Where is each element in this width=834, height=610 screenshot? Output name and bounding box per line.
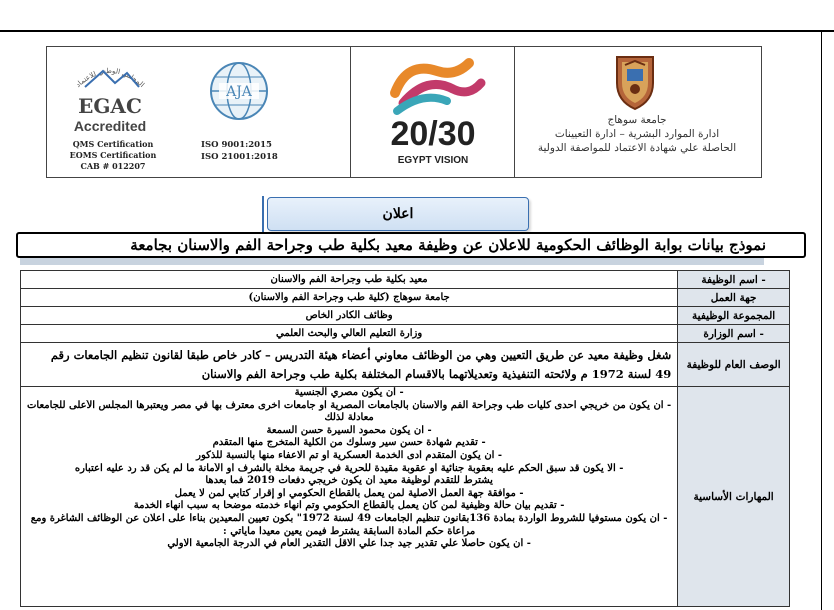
skill-item: مراعاة حكم المادة السابقة يشترط فيمن يعين معيدا مايأتي : bbox=[223, 525, 476, 537]
description-line: شغل وظيفة معيد عن طريق التعيين وهي من الوظائف معاوني أعضاء هيئة التدريس – كادر خاص طبقا لقانون تنظيم الجامعات رقم bbox=[50, 347, 672, 362]
skill-item: - ان يكون من خريجي احدى كليات طب وجراحة الفم والاسنان بالجامعات المصرية او جامعات أخرى معترف بها في مصر ويعتبرها المجلس الأعلى للجامعات bbox=[27, 399, 672, 411]
skill-item: - موافقة جهة العمل الاصلية لمن يعمل بالقطاع الحكومي او إقرار كتابي لمن لا يعمل bbox=[174, 487, 524, 499]
certification-cell bbox=[47, 47, 350, 177]
job-description-value bbox=[21, 343, 678, 387]
aja-globe-logo-icon bbox=[207, 53, 271, 139]
skill-item: - ان يكون محمود السيرة حسن السمعة bbox=[266, 424, 432, 436]
skill-item: - ان يكون المتقدم أدى الخدمة العسكرية او تم الاعفاء منها بالنسبة للذكور bbox=[196, 449, 503, 461]
table-row bbox=[21, 325, 790, 343]
egac-logo-text: EGAC bbox=[78, 94, 142, 118]
job-name-value: معيد بكلية طب وجراحة الفم والاسنان bbox=[21, 271, 678, 289]
egac-line: CAB # 012207 bbox=[80, 161, 146, 171]
vision-caption: EGYPT VISION bbox=[397, 155, 469, 166]
egac-accredited-text: Accredited bbox=[73, 118, 147, 134]
skill-item: معادلة لذلك bbox=[324, 412, 374, 424]
university-crest-icon bbox=[611, 53, 659, 111]
job-data-table bbox=[20, 270, 790, 607]
aja-iso-line: ISO 9001:2015 bbox=[200, 140, 272, 150]
aja-logo-text: AJA bbox=[226, 84, 252, 100]
job-group-label: المجموعة الوظيفية bbox=[678, 307, 790, 325]
university-info bbox=[521, 113, 753, 155]
skill-item: - تقديم بيان حالة وظيفية لمن كان يعمل بالقطاع الحكومي وتم انهاء خدمته موضحا به سبب انهاء الخدمة bbox=[133, 500, 565, 512]
skill-item: يشترط للتقدم لوظيفة معيد ان يكون خريجي دفعات 2019 فما بعدها bbox=[205, 475, 493, 487]
employer-label: جهة العمل bbox=[678, 289, 790, 307]
letterhead-table bbox=[46, 46, 762, 178]
egac-accredited-logo-icon bbox=[55, 53, 165, 137]
page-right-rule bbox=[821, 30, 822, 610]
egypt-vision-2030-logo-icon bbox=[357, 53, 509, 173]
ministry-value: وزارة التعليم العالي والبحث العلمي bbox=[21, 325, 678, 343]
skill-item: - تقديم شهادة حسن سير وسلوك من الكلية المتخرج منها المتقدم bbox=[212, 437, 486, 449]
university-accreditation: الحاصلة علي شهادة الاعتماد للمواصفة الدولية bbox=[537, 142, 737, 154]
skill-item: - أن يكون حاصلا علي تقدير جيد جدا علي الاقل التقدير العام في الدرجة الجامعية الاولي bbox=[167, 538, 531, 550]
university-name: جامعة سوهاج bbox=[607, 114, 667, 126]
aja-certifications bbox=[201, 139, 311, 163]
tab-edge bbox=[262, 196, 264, 234]
aja-iso-line: ISO 21001:2018 bbox=[200, 152, 278, 162]
job-group-value: وظائف الكادر الخاص bbox=[21, 307, 678, 325]
skill-item: - الا يكون قد سبق الحكم عليه بعقوبة جنائية او عقوبة مقيدة للحرية في جريمة مخلة بالشرف او الأمانة ما لم يكن قد رد عليه اعتباره bbox=[74, 462, 624, 474]
announcement-title: اعلان bbox=[267, 197, 529, 231]
banner-underline bbox=[20, 258, 764, 265]
egac-arc-text: المجلس الوطني للاعتماد bbox=[74, 66, 146, 90]
university-department: ادارة الموارد البشرية – ادارة التعيينات bbox=[554, 128, 720, 140]
table-row bbox=[21, 387, 790, 607]
vision-year: 20/30 bbox=[390, 115, 476, 153]
vision-cell bbox=[350, 47, 514, 177]
table-row bbox=[21, 307, 790, 325]
employer-value: جامعة سوهاج (كلية طب وجراحة الفم والاسنان) bbox=[21, 289, 678, 307]
skills-list bbox=[21, 387, 678, 607]
description-line: 49 لسنة 1972 م ولائحته التنفيذية وتعديلاتهما بالاقسام المختلفة بكلية طب وجراحة الفم والاسنان bbox=[201, 366, 672, 381]
skill-item: - ان يكون مستوفيا للشروط الواردة بمادة 136بقانون تنظيم الجامعات 49 لسنة 1972" بكون تعيين المعيدين بناءا على اعلان عن الوظائف الشاغرة ومع bbox=[30, 512, 668, 524]
egac-certifications bbox=[55, 139, 171, 172]
job-name-label: - اسم الوظيفة bbox=[678, 271, 790, 289]
skill-item: - ان يكون مصري الجنسية bbox=[294, 387, 404, 398]
table-row bbox=[21, 271, 790, 289]
ministry-label: - اسم الوزارة bbox=[678, 325, 790, 343]
egac-line: EOMS Certification bbox=[69, 150, 157, 160]
table-row bbox=[21, 289, 790, 307]
egac-line: QMS Certification bbox=[72, 139, 154, 149]
table-row bbox=[21, 343, 790, 387]
form-title-banner: نموذج بيانات بوابة الوظائف الحكومية للاعلان عن وظيفة معيد بكلية طب وجراحة الفم والاسنان بجامعة bbox=[16, 232, 806, 258]
job-description-label: الوصف العام للوظيفة bbox=[678, 343, 790, 387]
university-cell bbox=[514, 47, 761, 177]
skills-label: المهارات الأساسية bbox=[678, 387, 790, 607]
